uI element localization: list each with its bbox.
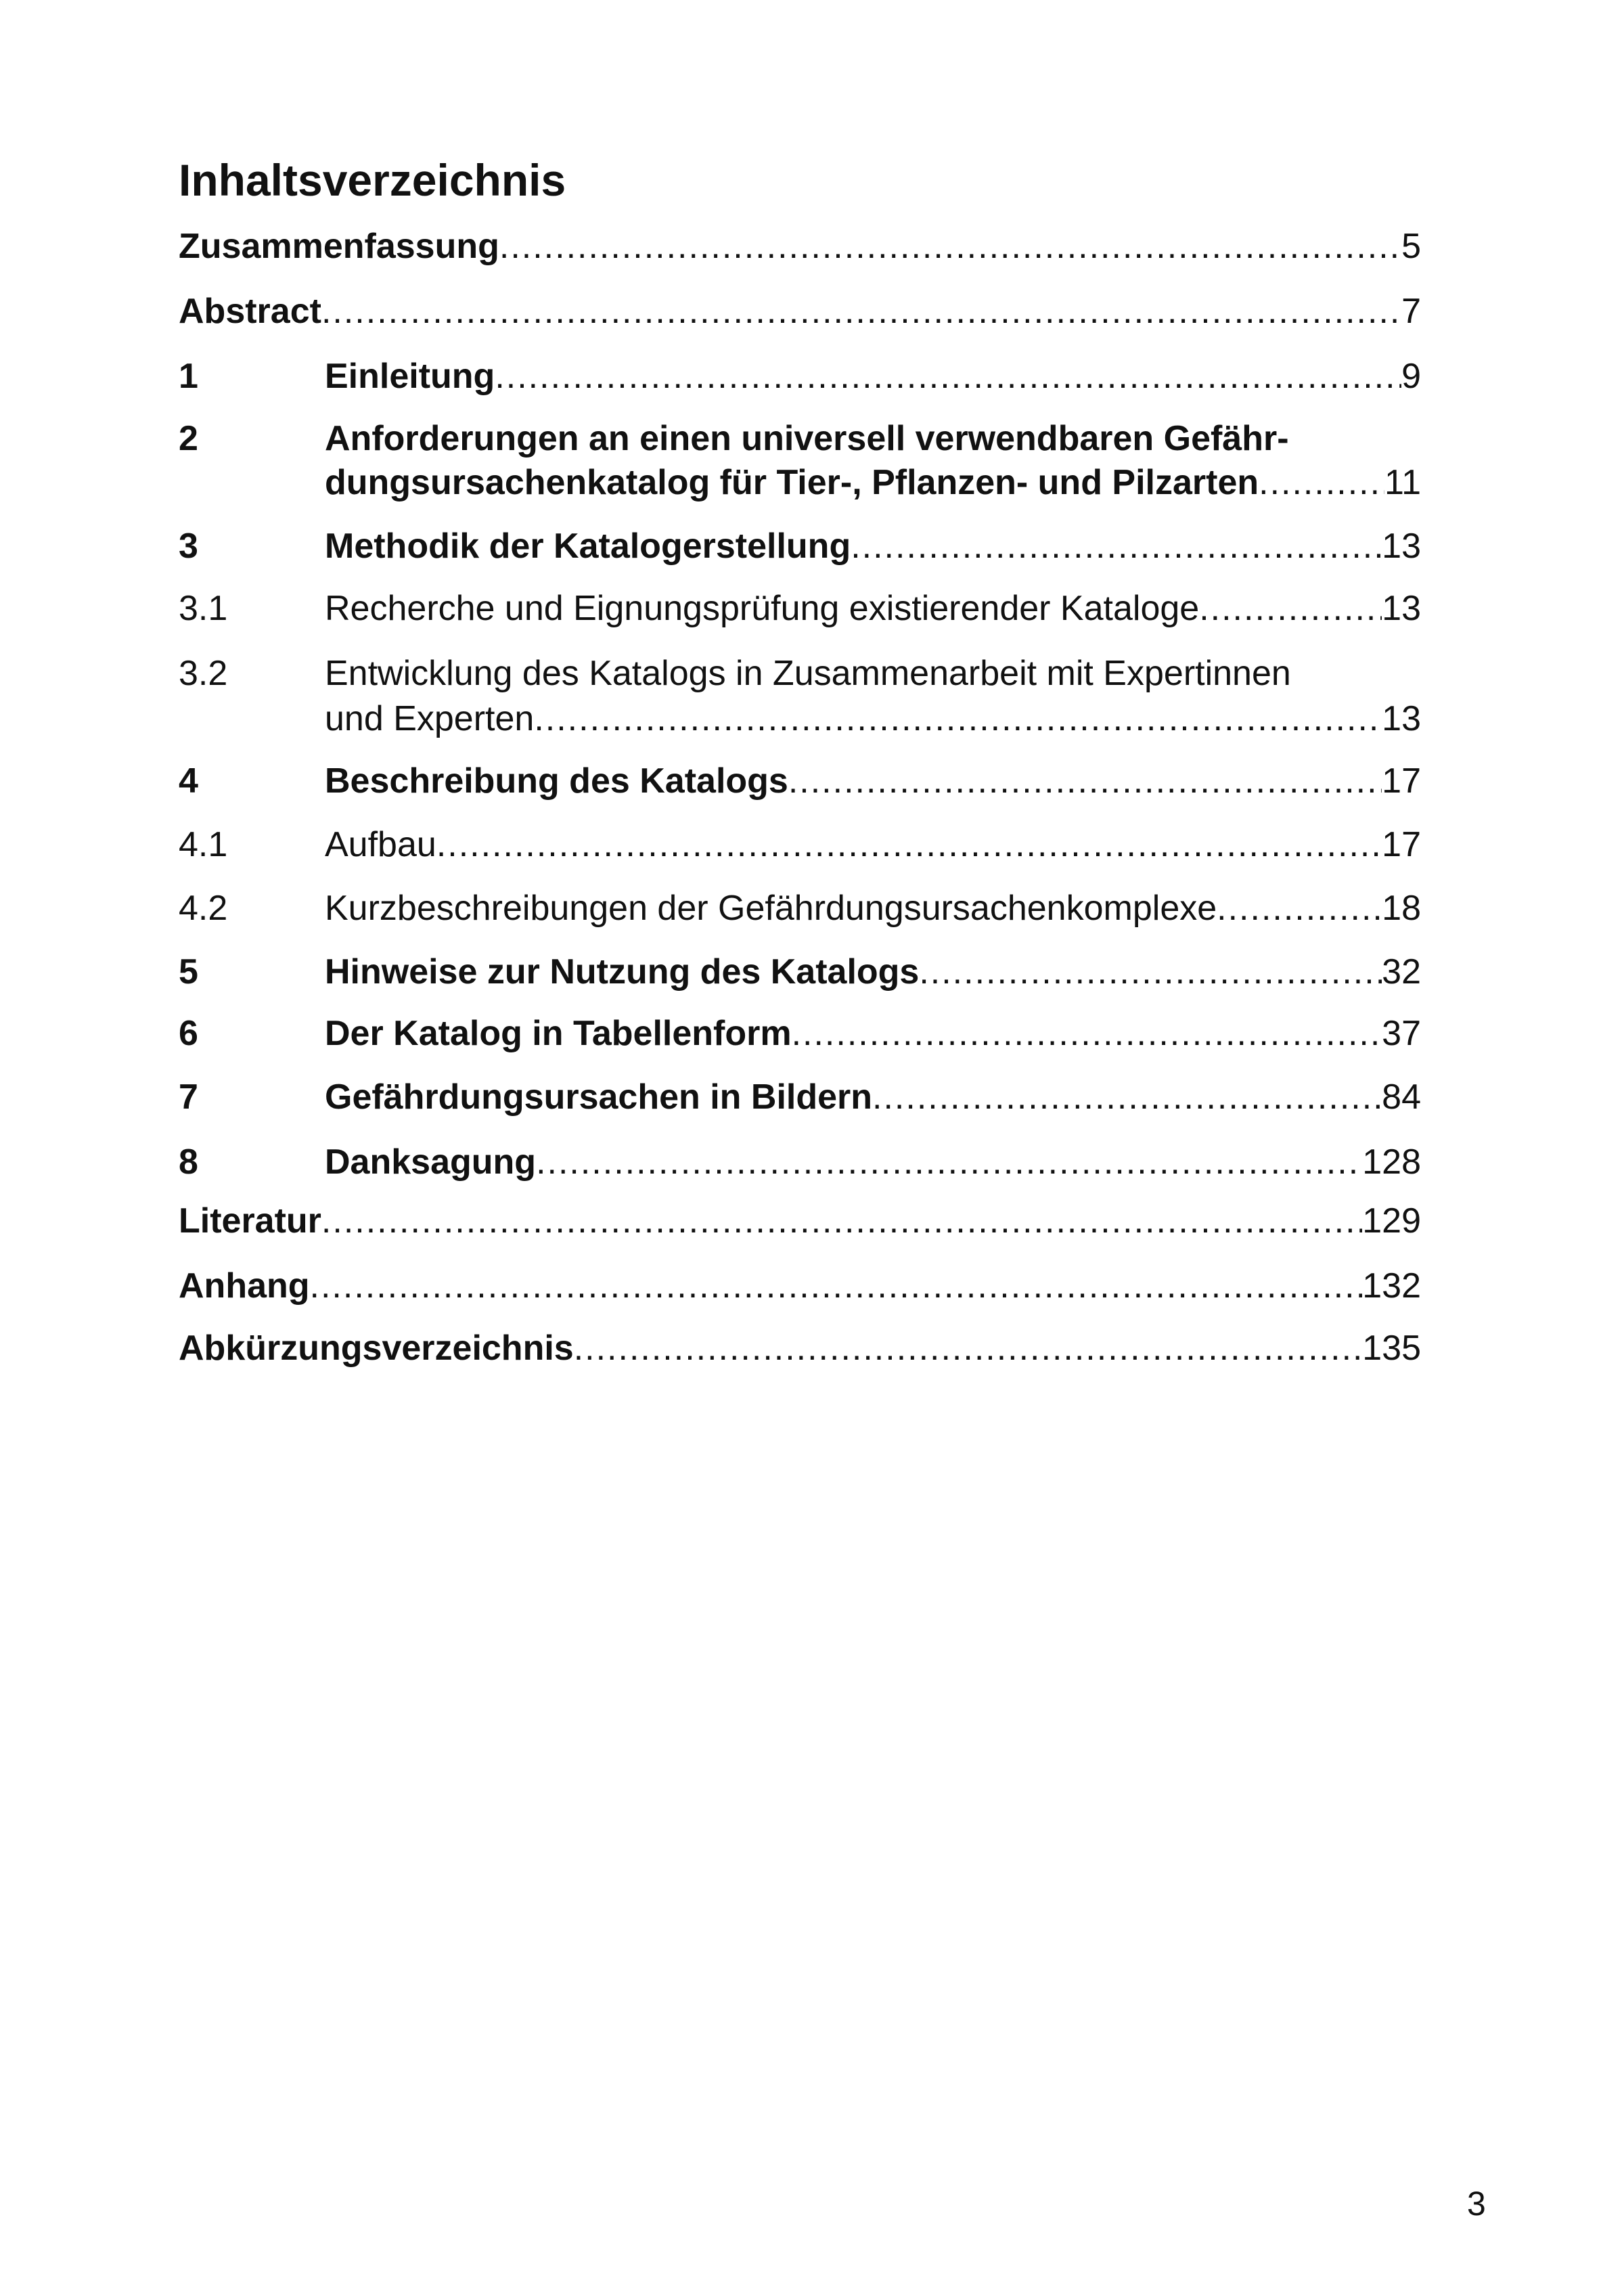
entry-number: 4.1	[179, 825, 228, 864]
entry-title: Methodik der Katalogerstellung	[325, 527, 851, 566]
entry-page: 13	[1382, 589, 1421, 628]
entry-page: 13	[1382, 699, 1421, 738]
entry-page: 135	[1362, 1329, 1421, 1368]
entry-page: 7	[1401, 292, 1421, 331]
entry-title: Entwicklung des Katalogs in Zusammenarbeit mit Expertinnen	[325, 654, 1291, 693]
entry-number: 7	[179, 1077, 198, 1117]
entry-number: 2	[179, 419, 198, 458]
toc-entry-1[interactable]	[179, 356, 1421, 397]
entry-title-cont: und Experten	[325, 699, 535, 738]
toc-heading: Inhaltsverzeichnis	[179, 155, 566, 205]
entry-page: 128	[1362, 1142, 1421, 1182]
toc-entry-6[interactable]	[179, 1013, 1421, 1054]
entry-page: 37	[1382, 1014, 1421, 1053]
entry-page: 11	[1384, 463, 1421, 502]
dot-leader	[851, 526, 1382, 566]
entry-title: Literatur	[179, 1201, 321, 1241]
dot-leader	[1199, 588, 1382, 629]
entry-number: 3.2	[179, 654, 228, 693]
entry-title: Der Katalog in Tabellenform	[325, 1014, 792, 1053]
entry-title: Zusammenfassung	[179, 227, 499, 266]
dot-leader	[1259, 462, 1384, 503]
toc-entry-4-1[interactable]	[179, 824, 1421, 865]
dot-leader	[872, 1077, 1382, 1117]
toc-entry-3-1[interactable]	[179, 588, 1421, 629]
dot-leader	[1217, 888, 1382, 929]
dot-leader	[310, 1266, 1363, 1306]
toc-entry-8[interactable]	[179, 1142, 1421, 1182]
entry-title: Kurzbeschreibungen der Gefährdungsursachenkomplexe	[325, 889, 1217, 928]
toc-entry-literatur[interactable]	[179, 1201, 1421, 1241]
dot-leader	[788, 761, 1382, 801]
toc-entry-4[interactable]	[179, 761, 1421, 801]
entry-page: 13	[1382, 527, 1421, 566]
entry-number: 8	[179, 1142, 198, 1182]
entry-title: Anforderungen an einen universell verwendbaren Gefähr-	[325, 419, 1289, 458]
entry-title: Recherche und Eignungsprüfung existierender Kataloge	[325, 589, 1200, 628]
dot-leader	[495, 356, 1401, 397]
toc-entry-abstract[interactable]	[179, 291, 1421, 332]
toc-entry-abkuerzungsverzeichnis[interactable]	[179, 1328, 1421, 1368]
entry-title: Gefährdungsursachen in Bildern	[325, 1077, 873, 1117]
entry-title: Abkürzungsverzeichnis	[179, 1329, 574, 1368]
entry-page: 129	[1362, 1201, 1421, 1241]
entry-number: 3.1	[179, 589, 228, 628]
toc-entry-2[interactable]	[179, 418, 1421, 459]
toc-entry-zusammenfassung[interactable]	[179, 226, 1421, 267]
dot-leader	[499, 226, 1401, 267]
dot-leader	[574, 1328, 1363, 1368]
entry-title: Anhang	[179, 1266, 310, 1306]
dot-leader	[919, 952, 1382, 992]
dot-leader	[321, 291, 1401, 332]
entry-page: 32	[1382, 952, 1421, 992]
entry-title: Aufbau	[325, 825, 436, 864]
entry-title: Hinweise zur Nutzung des Katalogs	[325, 952, 920, 992]
entry-title: Danksagung	[325, 1142, 537, 1182]
toc-entry-3-2-cont[interactable]	[179, 698, 1421, 739]
entry-page: 5	[1401, 227, 1421, 266]
entry-title: Beschreibung des Katalogs	[325, 761, 788, 801]
dot-leader	[534, 698, 1382, 739]
page-number: 3	[1467, 2185, 1486, 2223]
entry-page: 17	[1382, 825, 1421, 864]
dot-leader	[536, 1142, 1362, 1182]
toc-entry-2-cont[interactable]	[179, 462, 1421, 503]
entry-number: 4.2	[179, 889, 228, 928]
entry-page: 17	[1382, 761, 1421, 801]
entry-title-cont: dungsursachenkatalog für Tier-, Pflanzen- und Pilzarten	[325, 463, 1259, 502]
entry-title: Einleitung	[325, 357, 495, 396]
entry-page: 9	[1401, 357, 1421, 396]
dot-leader	[792, 1013, 1382, 1054]
dot-leader	[436, 824, 1382, 865]
entry-number: 5	[179, 952, 198, 992]
entry-page: 18	[1382, 889, 1421, 928]
entry-page: 84	[1382, 1077, 1421, 1117]
entry-number: 3	[179, 527, 198, 566]
toc-entry-3[interactable]	[179, 526, 1421, 566]
toc-entry-5[interactable]	[179, 952, 1421, 992]
toc-entry-3-2[interactable]	[179, 653, 1421, 694]
toc-entry-4-2[interactable]	[179, 888, 1421, 929]
entry-number: 4	[179, 761, 198, 801]
toc-entry-7[interactable]	[179, 1077, 1421, 1117]
dot-leader	[321, 1201, 1362, 1241]
entry-number: 6	[179, 1014, 198, 1053]
toc-entry-anhang[interactable]	[179, 1266, 1421, 1306]
entry-title: Abstract	[179, 292, 321, 331]
entry-number: 1	[179, 357, 198, 396]
entry-page: 132	[1362, 1266, 1421, 1306]
